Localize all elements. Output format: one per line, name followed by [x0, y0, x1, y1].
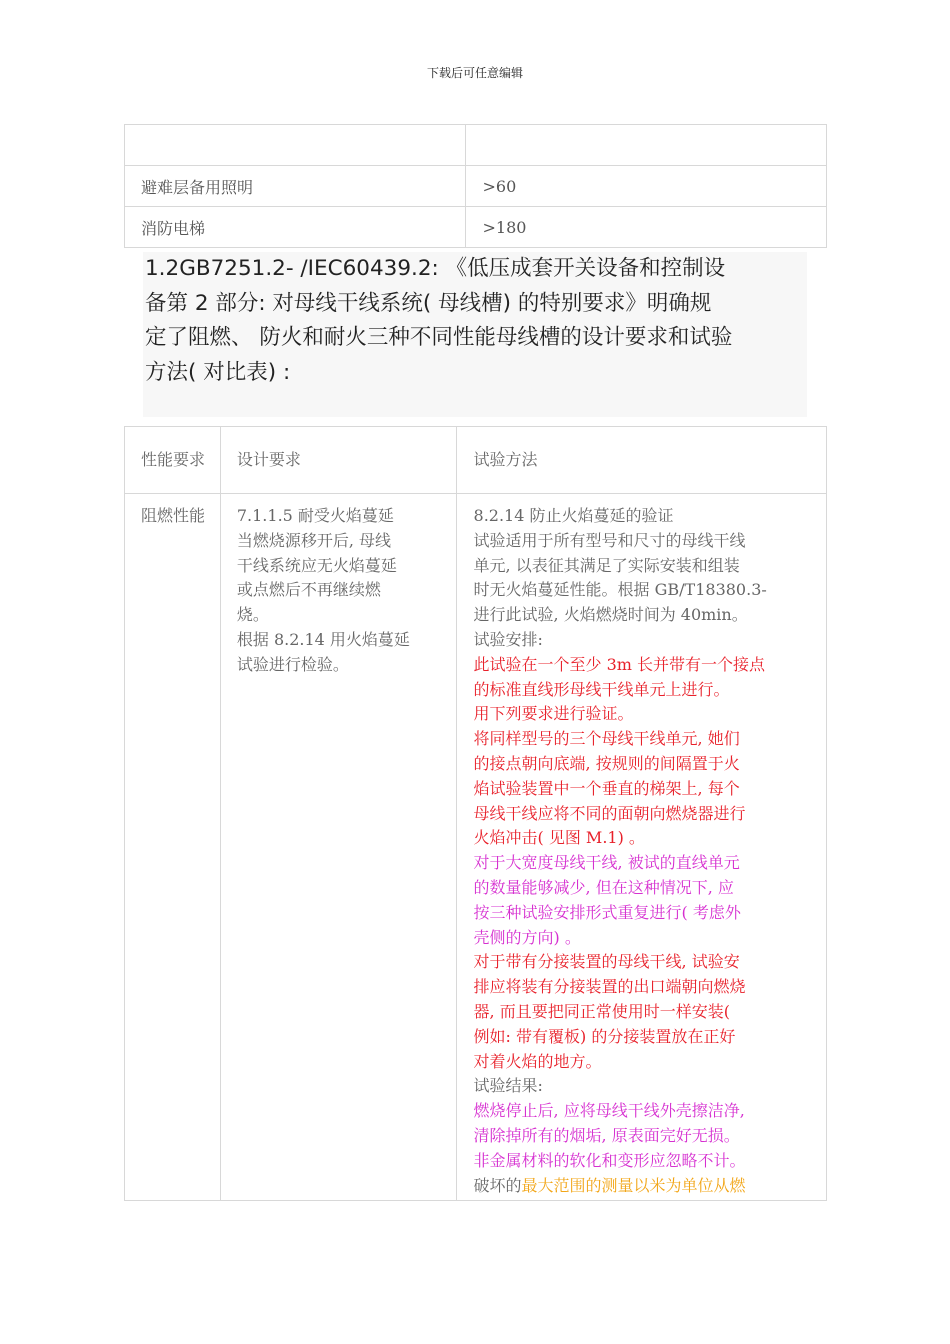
test-line: 对着火焰的地方。 [473, 1051, 602, 1071]
header-performance: 性能要求 [125, 427, 221, 494]
evacuation-time-table [124, 124, 827, 248]
test-line: 母线干线应将不同的面朝向燃烧器进行 [473, 803, 746, 823]
test-line: 将同样型号的三个母线干线单元, 她们 [473, 729, 740, 749]
test-line: 此试验在一个至少 3m 长并带有一个接点 [473, 654, 766, 674]
table-cell: 避难层备用照明 [125, 166, 466, 207]
test-line: 非金属材料的软化和变形应忽略不计。 [473, 1150, 746, 1170]
table-row [125, 207, 827, 248]
test-text-gray: 破坏的 [473, 1175, 522, 1195]
test-line: 的接点朝向底端, 按规则的间隔置于火 [473, 753, 740, 773]
test-text-orange: 最大范围的测量以米为单位从燃 [521, 1175, 746, 1195]
test-line: 对于带有分接装置的母线干线, 试验安 [473, 952, 740, 972]
paragraph-line: 方法( 对比表) : [145, 359, 291, 385]
design-line: 干线系统应无火焰蔓延 [236, 555, 397, 575]
table-row [125, 494, 827, 1201]
table-cell: 消防电梯 [125, 207, 466, 248]
test-line [474, 1174, 820, 1199]
test-line: 的标准直线形母线干线单元上进行。 [473, 679, 730, 699]
design-line: 当燃烧源移开后, 母线 [236, 530, 392, 550]
paragraph-line: 备第 2 部分: 对母线干线系统( 母线槽) 的特别要求》明确规 [145, 290, 712, 316]
design-line: 根据 8.2.14 用火焰蔓延 [236, 629, 410, 649]
test-line: 焰试验装置中一个垂直的梯架上, 每个 [473, 778, 740, 798]
table-row [125, 125, 827, 166]
design-line: 试验进行检验。 [236, 654, 349, 674]
standard-paragraph [143, 252, 807, 417]
test-line: 燃烧停止后, 应将母线干线外壳擦洁净, [473, 1101, 745, 1121]
test-line: 壳侧的方向) 。 [473, 927, 581, 947]
test-line: 试验结果: [473, 1076, 543, 1096]
table-row [125, 166, 827, 207]
test-line: 8.2.14 防止火焰蔓延的验证 [473, 506, 674, 525]
test-line: 排应将装有分接装置的出口端朝向燃烧 [473, 977, 746, 997]
table-cell [125, 125, 466, 166]
test-line: 火焰冲击( 见图 M.1) 。 [473, 828, 645, 848]
test-line: 器, 而且要把同正常使用时一样安装( [473, 1001, 730, 1021]
paragraph-line: 1.2GB7251.2- /IEC60439.2: 《低压成套开关设备和控制设 [145, 256, 726, 281]
paragraph-line: 定了阻燃、 防火和耐火三种不同性能母线槽的设计要求和试验 [145, 325, 733, 350]
design-line: 烧。 [236, 605, 269, 625]
test-line: 试验适用于所有型号和尺寸的母线干线 [473, 530, 746, 550]
design-line: 或点燃后不再继续燃 [236, 580, 381, 600]
comparison-table [124, 426, 827, 1201]
cell-performance: 阻燃性能 [125, 494, 221, 1201]
table-cell [466, 125, 827, 166]
header-test: 试验方法 [456, 427, 826, 494]
test-line: 时无火焰蔓延性能。根据 GB/T18380.3- [473, 580, 767, 600]
design-line: 7.1.1.5 耐受火焰蔓延 [236, 506, 394, 525]
cell-test [456, 494, 826, 1201]
cell-design [220, 494, 456, 1201]
table-cell: >60 [466, 166, 827, 207]
page-header: 下载后可任意编辑 [426, 66, 523, 80]
test-line: 的数量能够减少, 但在这种情况下, 应 [473, 877, 734, 897]
test-line: 试验安排: [473, 629, 543, 649]
test-line: 清除掉所有的烟垢, 原表面完好无损。 [473, 1125, 740, 1145]
table-header-row [125, 427, 827, 494]
test-line: 用下列要求进行验证。 [473, 704, 634, 724]
test-line: 进行此试验, 火焰燃烧时间为 40min。 [473, 605, 748, 625]
test-line: 对于大宽度母线干线, 被试的直线单元 [473, 853, 740, 873]
table-cell: >180 [466, 207, 827, 248]
test-line: 按三种试验安排形式重复进行( 考虑外 [473, 902, 741, 922]
test-line: 例如: 带有覆板) 的分接装置放在正好 [473, 1026, 736, 1046]
test-line: 单元, 以表征其满足了实际安装和组装 [473, 555, 740, 575]
header-design: 设计要求 [220, 427, 456, 494]
